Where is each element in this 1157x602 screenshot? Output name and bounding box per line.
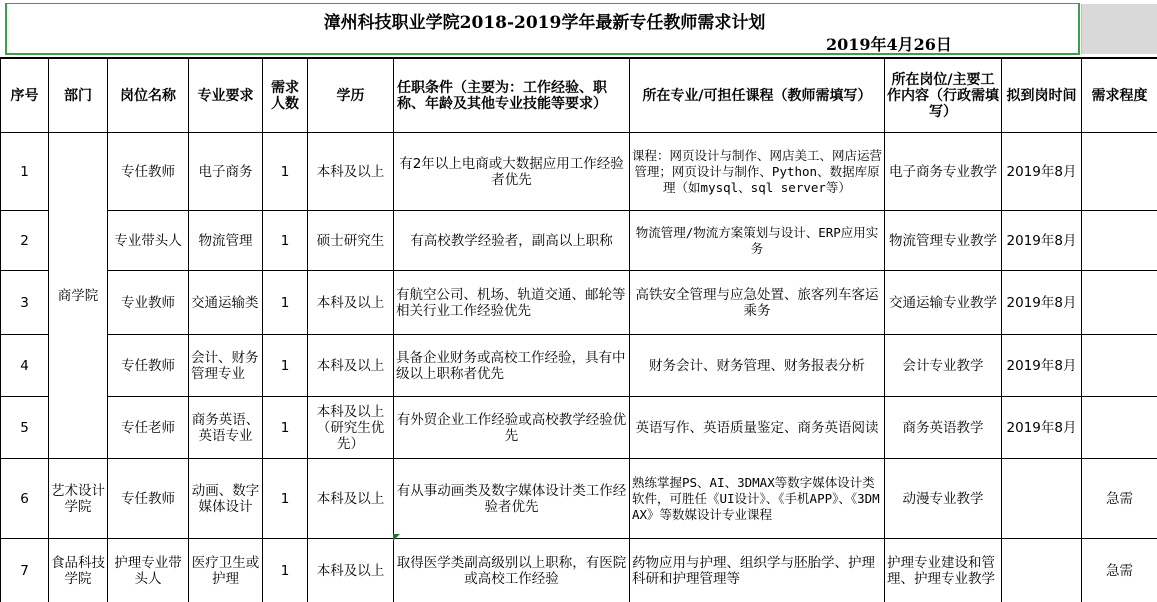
comment-indicator-icon — [393, 534, 400, 541]
cell-urgency[interactable] — [1082, 397, 1157, 459]
cell-position[interactable]: 护理专业带头人 — [108, 539, 189, 602]
cell-urgency[interactable] — [1082, 133, 1157, 211]
cell-edu[interactable]: 本科及以上 — [308, 539, 394, 602]
cell-edu[interactable]: 本科及以上 — [308, 271, 394, 335]
cell-seq[interactable]: 6 — [1, 459, 49, 539]
cell-urgency[interactable] — [1082, 211, 1157, 271]
cell-position[interactable]: 专任教师 — [108, 133, 189, 211]
cell-duty[interactable]: 商务英语教学 — [885, 397, 1002, 459]
cell-urgency[interactable] — [1082, 271, 1157, 335]
cell-start[interactable] — [1002, 459, 1082, 539]
cell-dept[interactable]: 商学院 — [49, 133, 108, 459]
cell-count[interactable]: 1 — [263, 211, 308, 271]
cell-course[interactable]: 熟练掌握PS、AI、3DMAX等数字媒体设计类软件，可胜任《UI设计》、《手机APP》、《3DMAX》等数媒设计专业课程 — [630, 459, 885, 539]
cell-req[interactable]: 有航空公司、机场、轨道交通、邮轮等相关行业工作经验优先 — [394, 271, 630, 335]
header-row — [1, 59, 1157, 133]
title-band — [0, 0, 1157, 58]
cell-urgency[interactable]: 急需 — [1082, 459, 1157, 539]
header-major[interactable]: 专业要求 — [189, 59, 263, 133]
empty-header-cell[interactable] — [1081, 4, 1157, 54]
cell-major[interactable]: 动画、数字媒体设计 — [189, 459, 263, 539]
cell-dept[interactable]: 食品科技学院 — [49, 539, 108, 602]
cell-req[interactable]: 取得医学类副高级别以上职称，有医院或高校工作经验 — [394, 539, 630, 602]
table-row — [1, 397, 1157, 459]
cell-start[interactable]: 2019年8月 — [1002, 211, 1082, 271]
cell-count[interactable]: 1 — [263, 271, 308, 335]
cell-course[interactable]: 药物应用与护理、组织学与胚胎学、护理科研和护理管理等 — [630, 539, 885, 602]
header-start[interactable]: 拟到岗时间 — [1002, 59, 1082, 133]
cell-start[interactable]: 2019年8月 — [1002, 335, 1082, 397]
cell-seq[interactable]: 3 — [1, 271, 49, 335]
cell-req[interactable]: 有从事动画类及数字媒体设计类工作经验者优先 — [394, 459, 630, 539]
cell-duty[interactable]: 交通运输专业教学 — [885, 271, 1002, 335]
cell-position[interactable]: 专任教师 — [108, 459, 189, 539]
cell-urgency[interactable]: 急需 — [1082, 539, 1157, 602]
cell-edu[interactable]: 本科及以上 — [308, 133, 394, 211]
table-row — [1, 211, 1157, 271]
cell-position[interactable]: 专任教师 — [108, 335, 189, 397]
cell-count[interactable]: 1 — [263, 459, 308, 539]
cell-seq[interactable]: 7 — [1, 539, 49, 602]
table-row — [1, 133, 1157, 211]
table-row — [1, 335, 1157, 397]
header-urgency[interactable]: 需求程度 — [1082, 59, 1157, 133]
cell-major[interactable]: 商务英语、英语专业 — [189, 397, 263, 459]
cell-course[interactable]: 财务会计、财务管理、财务报表分析 — [630, 335, 885, 397]
cell-position[interactable]: 专任老师 — [108, 397, 189, 459]
header-dept[interactable]: 部门 — [49, 59, 108, 133]
sheet-date: 2019年4月26日 — [826, 35, 952, 54]
cell-req[interactable]: 具备企业财务或高校工作经验，具有中级以上职称者优先 — [394, 335, 630, 397]
cell-course[interactable]: 高铁安全管理与应急处置、旅客列车客运乘务 — [630, 271, 885, 335]
header-duty[interactable]: 所在岗位/主要工作内容（行政需填写） — [885, 59, 1002, 133]
cell-edu[interactable]: 本科及以上（研究生优先） — [308, 397, 394, 459]
cell-seq[interactable]: 4 — [1, 335, 49, 397]
cell-position[interactable]: 专业教师 — [108, 271, 189, 335]
cell-major[interactable]: 会计、财务管理专业 — [189, 335, 263, 397]
table-row — [1, 271, 1157, 335]
cell-req[interactable]: 有2年以上电商或大数据应用工作经验者优先 — [394, 133, 630, 211]
cell-req[interactable]: 有高校教学经验者，副高以上职称 — [394, 211, 630, 271]
cell-seq[interactable]: 5 — [1, 397, 49, 459]
cell-duty[interactable]: 物流管理专业教学 — [885, 211, 1002, 271]
cell-position[interactable]: 专业带头人 — [108, 211, 189, 271]
cell-edu[interactable]: 硕士研究生 — [308, 211, 394, 271]
cell-edu[interactable]: 本科及以上 — [308, 459, 394, 539]
cell-seq[interactable]: 1 — [1, 133, 49, 211]
header-edu[interactable]: 学历 — [308, 59, 394, 133]
cell-course[interactable]: 课程：网页设计与制作、网店美工、网店运营管理；网页设计与制作、Python、数据库原理（如mysql、sql server等） — [630, 133, 885, 211]
cell-duty[interactable]: 护理专业建设和管理、护理专业教学 — [885, 539, 1002, 602]
cell-count[interactable]: 1 — [263, 335, 308, 397]
header-position[interactable]: 岗位名称 — [108, 59, 189, 133]
cell-major[interactable]: 医疗卫生或护理 — [189, 539, 263, 602]
header-req[interactable]: 任职条件（主要为：工作经验、职称、年龄及其他专业技能等要求） — [394, 59, 630, 133]
cell-major[interactable]: 交通运输类 — [189, 271, 263, 335]
cell-duty[interactable]: 电子商务专业教学 — [885, 133, 1002, 211]
cell-count[interactable]: 1 — [263, 397, 308, 459]
cell-duty[interactable]: 动漫专业教学 — [885, 459, 1002, 539]
cell-start[interactable]: 2019年8月 — [1002, 271, 1082, 335]
cell-start[interactable]: 2019年8月 — [1002, 133, 1082, 211]
cell-count[interactable]: 1 — [263, 133, 308, 211]
cell-course[interactable]: 英语写作、英语质量鉴定、商务英语阅读 — [630, 397, 885, 459]
cell-course[interactable]: 物流管理/物流方案策划与设计、ERP应用实务 — [630, 211, 885, 271]
cell-start[interactable]: 2019年8月 — [1002, 397, 1082, 459]
cell-start[interactable] — [1002, 539, 1082, 602]
table-row — [1, 539, 1157, 602]
sheet-title: 漳州科技职业学院2018-2019学年最新专任教师需求计划 — [323, 13, 766, 33]
cell-count[interactable]: 1 — [263, 539, 308, 602]
cell-major[interactable]: 物流管理 — [189, 211, 263, 271]
cell-duty[interactable]: 会计专业教学 — [885, 335, 1002, 397]
cell-dept[interactable]: 艺术设计学院 — [49, 459, 108, 539]
cell-edu[interactable]: 本科及以上 — [308, 335, 394, 397]
header-seq[interactable]: 序号 — [1, 59, 49, 133]
cell-major[interactable]: 电子商务 — [189, 133, 263, 211]
cell-urgency[interactable] — [1082, 335, 1157, 397]
table-row — [1, 459, 1157, 539]
header-count[interactable]: 需求人数 — [263, 59, 308, 133]
header-course[interactable]: 所在专业/可担任课程（教师需填写） — [630, 59, 885, 133]
teacher-demand-table — [0, 58, 1157, 602]
cell-req[interactable]: 有外贸企业工作经验或高校教学经验优先 — [394, 397, 630, 459]
cell-seq[interactable]: 2 — [1, 211, 49, 271]
